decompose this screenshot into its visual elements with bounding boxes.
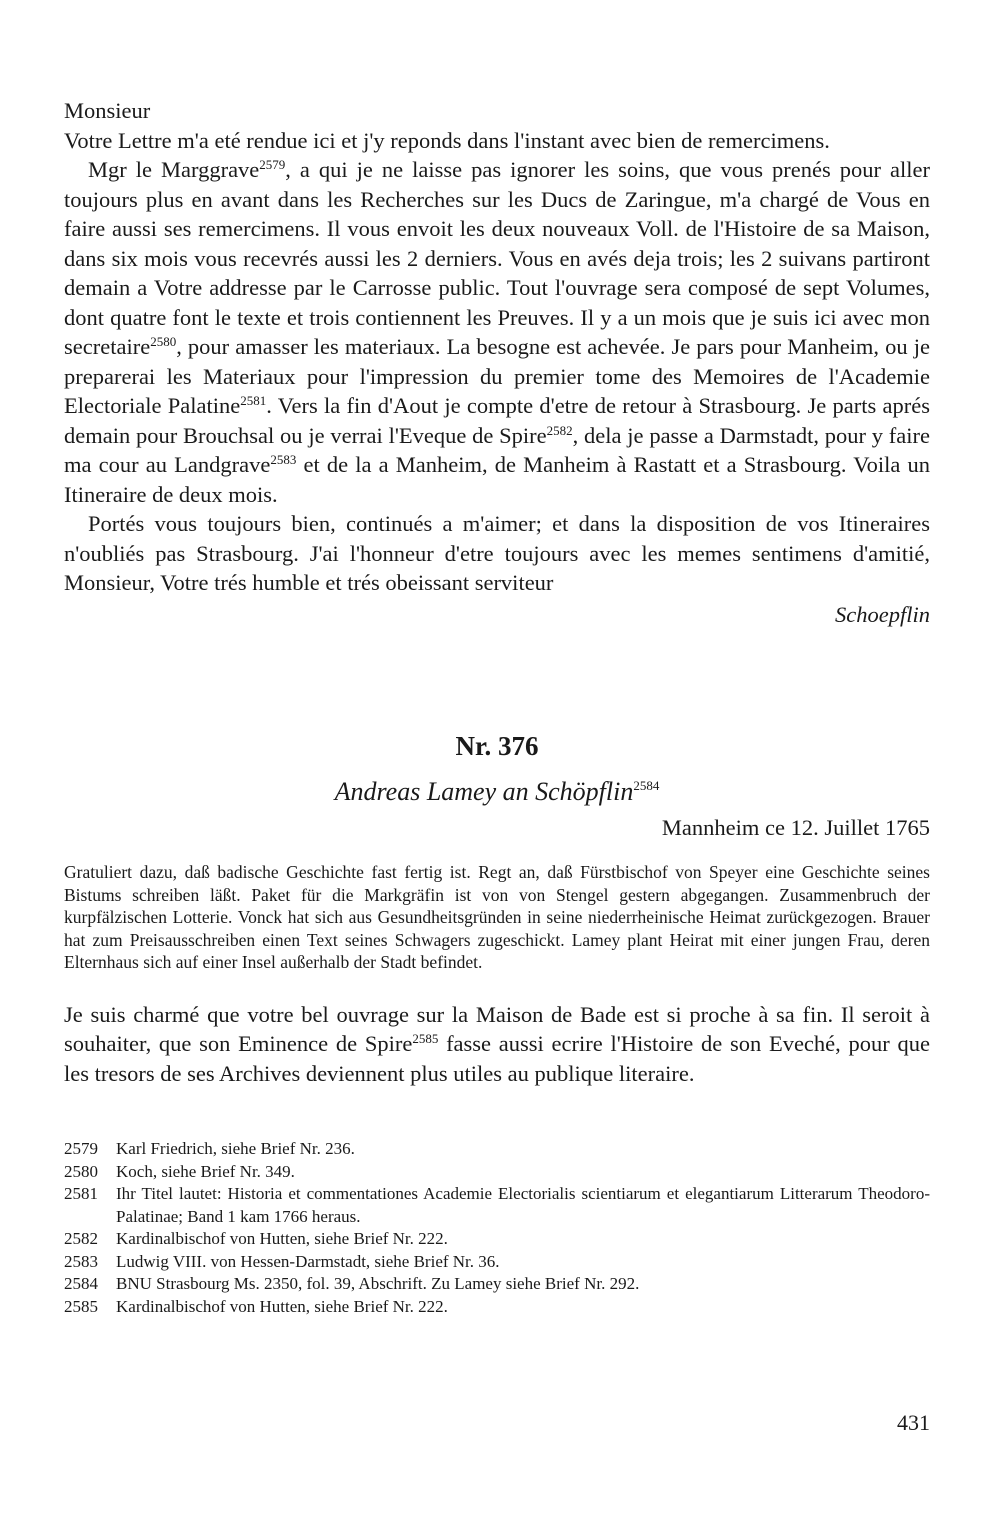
footnote-ref: 2582	[546, 422, 573, 438]
signature: Schoepflin	[835, 601, 930, 627]
salutation: Monsieur	[64, 98, 151, 123]
footnote	[64, 1296, 930, 1319]
letter-title	[64, 775, 930, 809]
footnote-ref: 2581	[240, 393, 267, 408]
letter-schoepflin	[64, 96, 930, 629]
page-number: 431	[897, 1410, 930, 1435]
footnote-ref: 2584	[633, 778, 660, 793]
footnote	[64, 1161, 930, 1184]
letter-lamey-body: Je suis charmé que votre bel ouvrage sur la Maison de Bade est si proche à sa fin. Il seroit à souhaiter, que son Eminence de Spire$^{2585}$ fasse aussi ecrire l'Histoire de son Eveché, pour que les tresors de ses Archives deviennent plus utiles au publique literaire.	[64, 1001, 930, 1086]
paragraph-2: Mgr le Marggrave$^{2579}$, a qui je ne laisse pas ignorer les soins, que vous prenés pour aller toujours plus en avant dans les Recherches sur les Ducs de Zaringue, m'a chargé de Vous en faire aussi ses remercimens. Il vous envoit les deux nouveaux Voll. de l'Histoire de sa Maison, dans six mois vous recevrés aussi les 2 derniers. Vous en avés deja trois; les 2 suivans partiront demain a Votre addresse par le Carrosse public. Tout l'ouvrage sera composé de sept Volumes, dont quatre font le texte et trois contiennent les Preuves. Il y a un mois que je suis ici avec mon secretaire$^{2580}$, pour amasser les materiaux. La besogne est achevée. Je pars pour Manheim, ou je preparerai les Materiaux pour l'impression du premier tome des Memoires de l'Academie Electoriale Palatine$^{2581}$. Vers la fin d'Aout je compte d'etre de retour à Strasbourg. Je parts aprés demain pour Brouchsal ou je verrai l'Eveque de Spire$^{2582}$, dela je passe a Darmstadt, pour y faire ma cour au Landgrave$^{2583}$ et de la a Manheim, de Manheim à Rastatt et a Strasbourg. Voila un Itineraire de deux mois.	[64, 157, 930, 507]
footnote-number: 2584	[64, 1274, 98, 1293]
letter-number-heading: Nr. 376	[455, 731, 539, 761]
footnotes	[64, 1138, 930, 1318]
letter-lamey	[64, 1000, 930, 1089]
document-page	[64, 96, 930, 1318]
letter-summary: Gratuliert dazu, daß badische Geschichte fast fertig ist. Regt an, daß Fürstbischof von Speyer eine Geschichte seines Bistums schreiben läßt. Paket für die Markgräfin ist von von Stengel gestern abgegangen. Zusammenbruch der kurpfälzischen Lotterie. Vonck hat sich aus Gesundheitsgründen in seine niederrheinische Heimat zurückgezogen. Brauer hat zum Preisausschreiben einen Text seines Schwagers zugeschickt. Lamey plant Heirat mit einer jungen Frau, deren Elternhaus sich auf einer Insel außerhalb der Stadt befindet.	[64, 862, 930, 972]
footnote-number: 2583	[64, 1251, 98, 1271]
footnote-number: 2581	[64, 1184, 98, 1203]
footnote-text: Ludwig VIII. von Hessen-Darmstadt, siehe Brief Nr. 36.	[116, 1251, 500, 1271]
dateline: Mannheim ce 12. Juillet 1765	[661, 815, 930, 840]
footnote-text: Kardinalbischof von Hutten, siehe Brief Nr. 222.	[116, 1296, 448, 1316]
footnote-ref: 2585	[412, 1031, 439, 1046]
footnote	[64, 1228, 930, 1251]
footnote	[64, 1273, 930, 1296]
footnote-number: 2582	[64, 1229, 98, 1248]
footnote-ref: 2579	[259, 157, 286, 172]
footnote	[64, 1251, 930, 1274]
footnote-text: BNU Strasbourg Ms. 2350, fol. 39, Abschrift. Zu Lamey siehe Brief Nr. 292.	[116, 1274, 640, 1293]
footnote-ref: 2583	[270, 452, 297, 467]
footnote-ref: 2580	[150, 334, 177, 349]
footnote-number: 2585	[64, 1296, 98, 1316]
footnote-text: Ihr Titel lautet: Historia et commentationes Academie Electorialis scientiarum et elegantiarum Litterarum Theodoro-Palatinae; Band 1 kam 1766 heraus.	[116, 1184, 930, 1226]
footnote-text: Karl Friedrich, siehe Brief Nr. 236.	[116, 1139, 355, 1158]
footnote	[64, 1138, 930, 1161]
footnote	[64, 1183, 930, 1228]
footnote-text: Kardinalbischof von Hutten, siehe Brief Nr. 222.	[116, 1229, 448, 1248]
letter-title-text: Andreas Lamey an Schöpflin	[334, 777, 634, 806]
footnote-number: 2580	[64, 1161, 98, 1181]
paragraph-3: Portés vous toujours bien, continués a m'aimer; et dans la disposition de vos Itineraires n'oubliés pas Strasbourg. J'ai l'honneur d'etre toujours avec les memes sentimens d'amitié, Monsieur, Votre trés humble et trés obeissant serviteur	[64, 511, 930, 595]
paragraph-1: Votre Lettre m'a eté rendue ici et j'y reponds dans l'instant avec bien de remercimens.	[64, 127, 830, 153]
footnote-number: 2579	[64, 1139, 98, 1158]
footnote-text: Koch, siehe Brief Nr. 349.	[116, 1161, 295, 1181]
